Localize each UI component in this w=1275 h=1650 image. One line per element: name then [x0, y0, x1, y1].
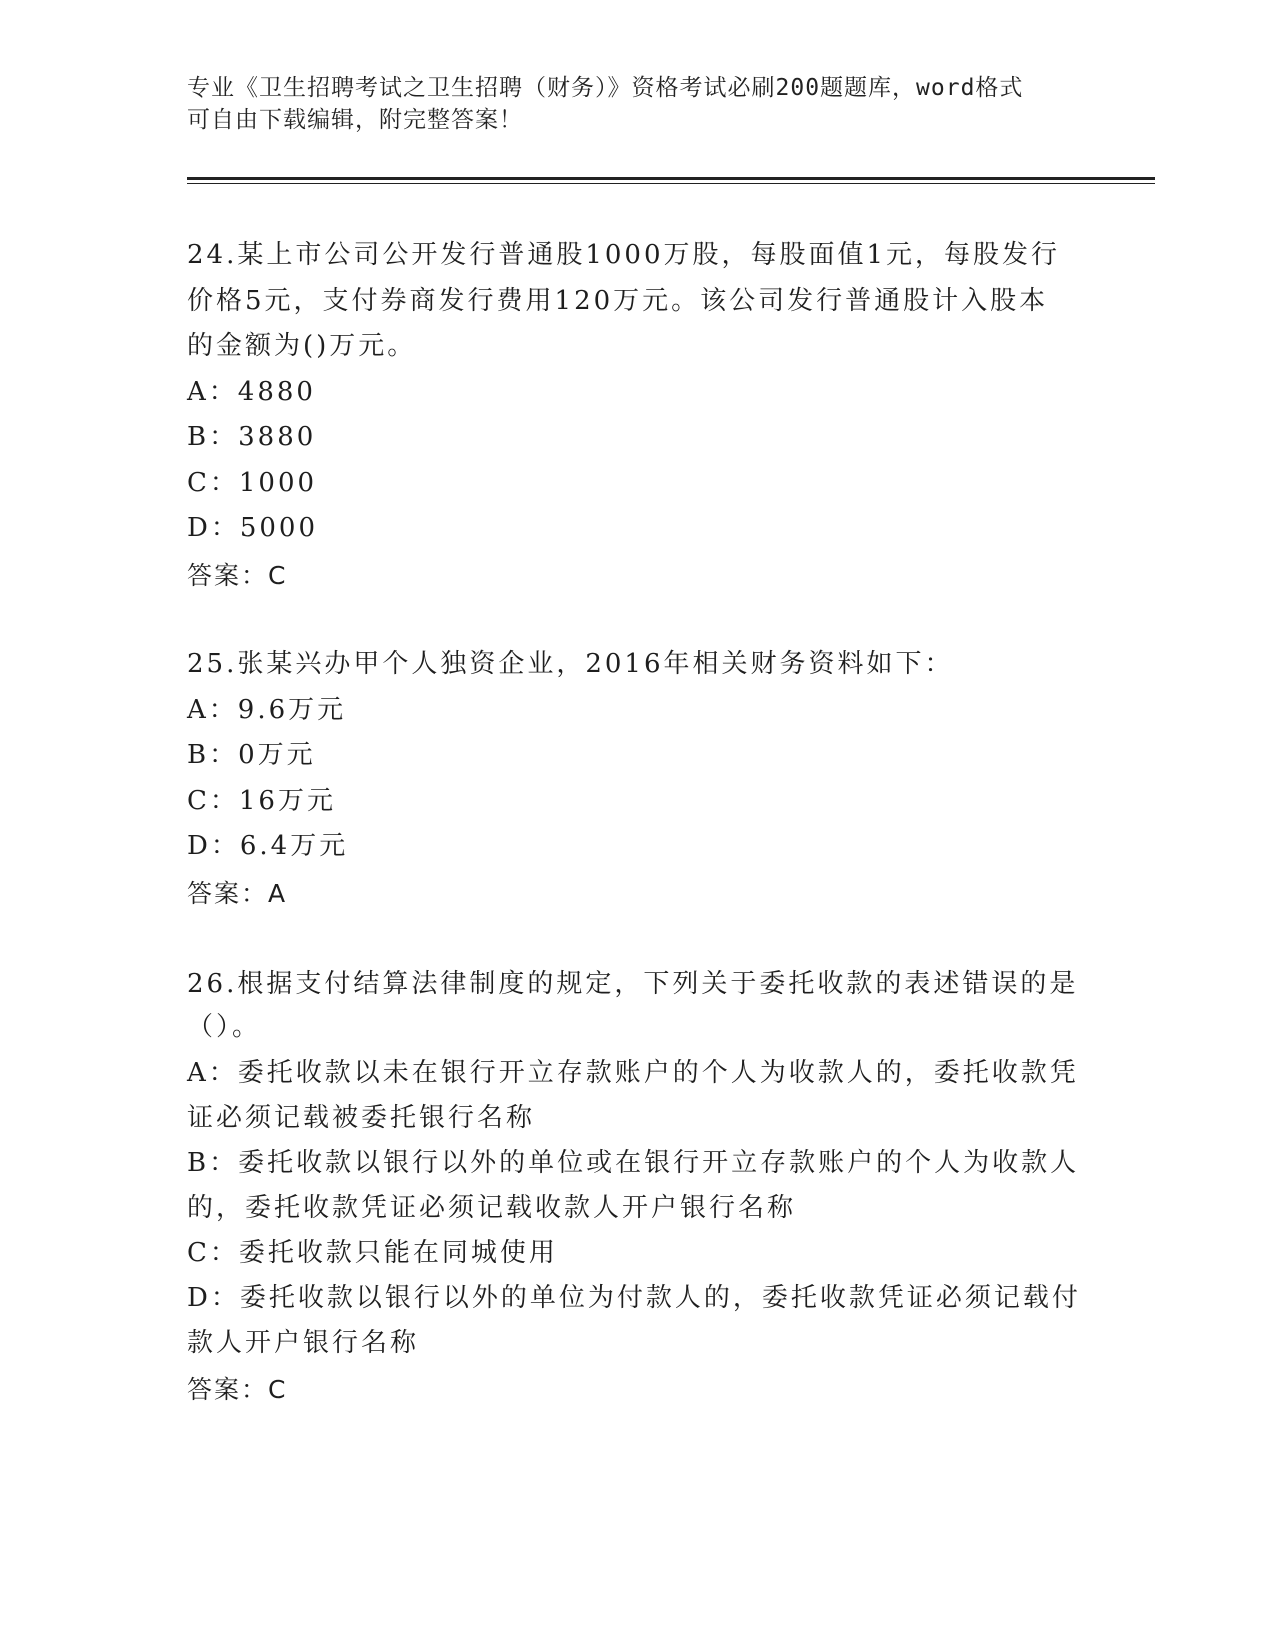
option-a: A：4880	[187, 376, 316, 407]
document-header	[187, 72, 1087, 136]
question-stem-line: 25.张某兴办甲个人独资企业，2016年相关财务资料如下：	[187, 649, 954, 679]
option-a: A：9.6万元	[187, 694, 347, 725]
option-d-continued: 款人开户银行名称	[187, 1328, 420, 1358]
question-25	[187, 642, 1087, 916]
option-a: A：委托收款以未在银行开立存款账户的个人为收款人的，委托收款凭	[187, 1058, 1079, 1088]
question-stem-line: 的金额为()万元。	[187, 331, 417, 361]
question-stem-line: 24.某上市公司公开发行普通股1000万股，每股面值1元，每股发行	[187, 240, 1061, 270]
question-24	[187, 233, 1087, 598]
option-d: D：6.4万元	[187, 831, 349, 861]
option-b-continued: 的，委托收款凭证必须记载收款人开户银行名称	[187, 1193, 797, 1223]
option-c: C：委托收款只能在同城使用	[187, 1238, 558, 1268]
option-c: C：1000	[187, 467, 318, 498]
option-b: B：委托收款以银行以外的单位或在银行开立存款账户的个人为收款人	[187, 1148, 1080, 1178]
option-c: C：16万元	[187, 785, 336, 816]
option-b: B：3880	[187, 422, 317, 452]
question-26	[187, 962, 1087, 1412]
answer-label: 答案：C	[187, 1375, 288, 1404]
question-stem-line: 26.根据支付结算法律制度的规定，下列关于委托收款的表述错误的是	[187, 969, 1079, 999]
option-a-continued: 证必须记载被委托银行名称	[187, 1103, 536, 1133]
header-divider-thin	[187, 183, 1155, 184]
option-b: B：0万元	[187, 740, 316, 770]
option-d: D：5000	[187, 513, 319, 543]
option-d: D：委托收款以银行以外的单位为付款人的，委托收款凭证必须记载付	[187, 1283, 1081, 1313]
answer-label: 答案：C	[187, 560, 288, 590]
question-stem-line: 价格5元，支付券商发行费用120万元。该公司发行普通股计入股本	[187, 285, 1049, 316]
header-title-line-2: 可自由下载编辑，附完整答案！	[187, 107, 523, 133]
header-title-line-1: 专业《卫生招聘考试之卫生招聘（财务）》资格考试必刷200题题库，word格式	[187, 75, 1024, 101]
question-stem-line: （）。	[187, 1012, 262, 1042]
header-divider-thick	[187, 177, 1155, 180]
answer-label: 答案：A	[187, 878, 288, 908]
